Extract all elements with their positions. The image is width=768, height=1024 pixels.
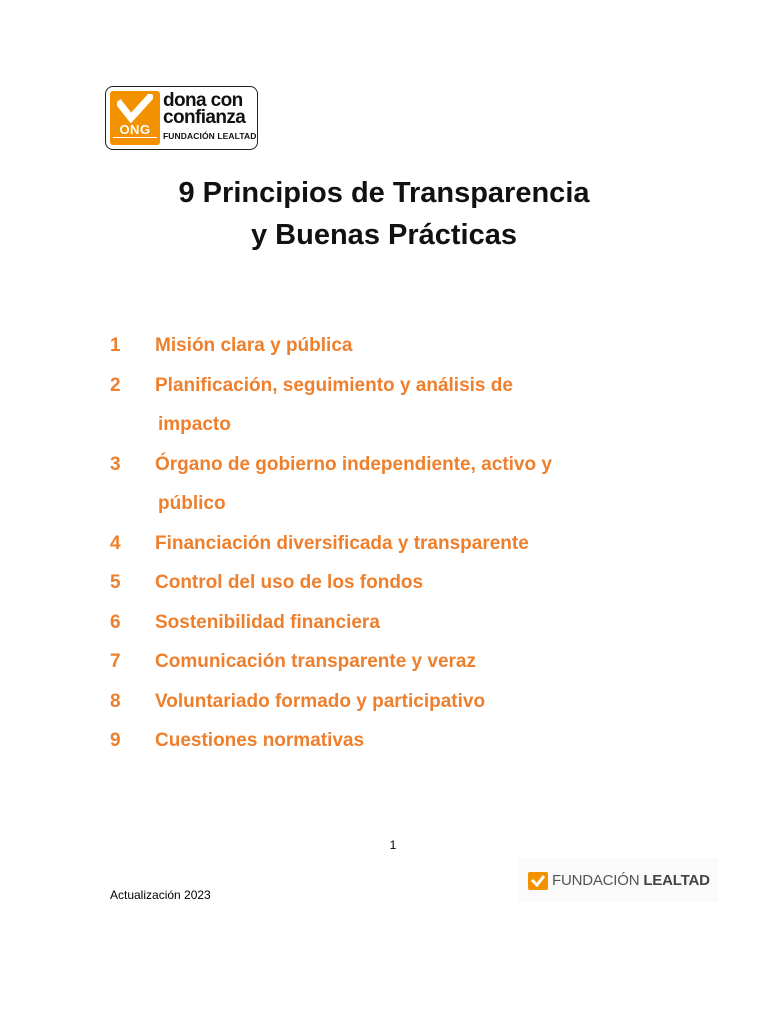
title-line-2: y Buenas Prácticas (251, 219, 517, 251)
ong-badge-text: ONG (119, 122, 151, 137)
principle-text-block (110, 603, 670, 643)
principle-number: 8 (110, 690, 121, 712)
principle-text: Cuestiones normativas (155, 730, 365, 751)
principle-text-block (110, 326, 670, 366)
principle-number: 9 (110, 730, 121, 751)
principle-text-block (110, 366, 670, 445)
principle-item (110, 524, 670, 564)
principle-item (110, 642, 670, 682)
principle-item (110, 326, 670, 366)
principle-item (110, 445, 670, 524)
principle-number: 4 (110, 532, 121, 554)
principle-item (110, 603, 670, 643)
checkmark-icon (117, 94, 153, 124)
principle-text-block (110, 445, 670, 524)
principle-number: 7 (110, 651, 121, 672)
principle-number: 3 (110, 453, 121, 475)
principle-text-block (110, 642, 670, 682)
principles-list (110, 326, 670, 761)
principle-number: 6 (110, 611, 121, 633)
principle-text-block (110, 563, 670, 603)
principle-number: 2 (110, 374, 121, 396)
logo-line-1: dona con (163, 90, 243, 111)
logo-line-2: confianza (163, 107, 246, 128)
principle-text: Comunicación transparente y veraz (155, 651, 476, 672)
principle-item (110, 563, 670, 603)
principle-text-continuation: impacto (158, 414, 231, 435)
principle-text: Planificación, seguimiento y análisis de (155, 374, 513, 396)
principle-text: Voluntariado formado y participativo (155, 690, 486, 712)
footer-logo-text (552, 872, 710, 889)
principle-number: 5 (110, 572, 121, 593)
page-title (0, 172, 768, 256)
principle-number: 1 (110, 335, 121, 356)
principle-text-continuation: público (158, 493, 226, 514)
ong-badge (110, 91, 160, 145)
principle-text: Financiación diversificada y transparente (155, 532, 529, 554)
logo-line-3: FUNDACIÓN LEALTAD (163, 131, 257, 141)
footer-logo-text-light: FUNDACIÓN (552, 872, 640, 889)
principle-text-block (110, 682, 670, 722)
dona-con-confianza-logo (105, 86, 258, 150)
principle-item (110, 682, 670, 722)
principle-item (110, 366, 670, 445)
update-note: Actualización 2023 (110, 888, 211, 902)
title-line-1: 9 Principios de Transparencia (178, 177, 590, 209)
principle-text: Sostenibilidad financiera (155, 611, 380, 633)
checkmark-icon (528, 872, 548, 890)
principle-item (110, 721, 670, 761)
principle-text-block (110, 524, 670, 564)
footer-logo-text-bold: LEALTAD (643, 872, 710, 889)
principle-text: Control del uso de los fondos (155, 572, 424, 593)
page-number: 1 (389, 838, 397, 852)
principle-text: Órgano de gobierno independiente, activo y (155, 453, 552, 475)
badge-underline (113, 137, 157, 144)
principle-text-block (110, 721, 670, 761)
fundacion-lealtad-logo (518, 858, 718, 902)
principle-text: Misión clara y pública (155, 335, 353, 356)
